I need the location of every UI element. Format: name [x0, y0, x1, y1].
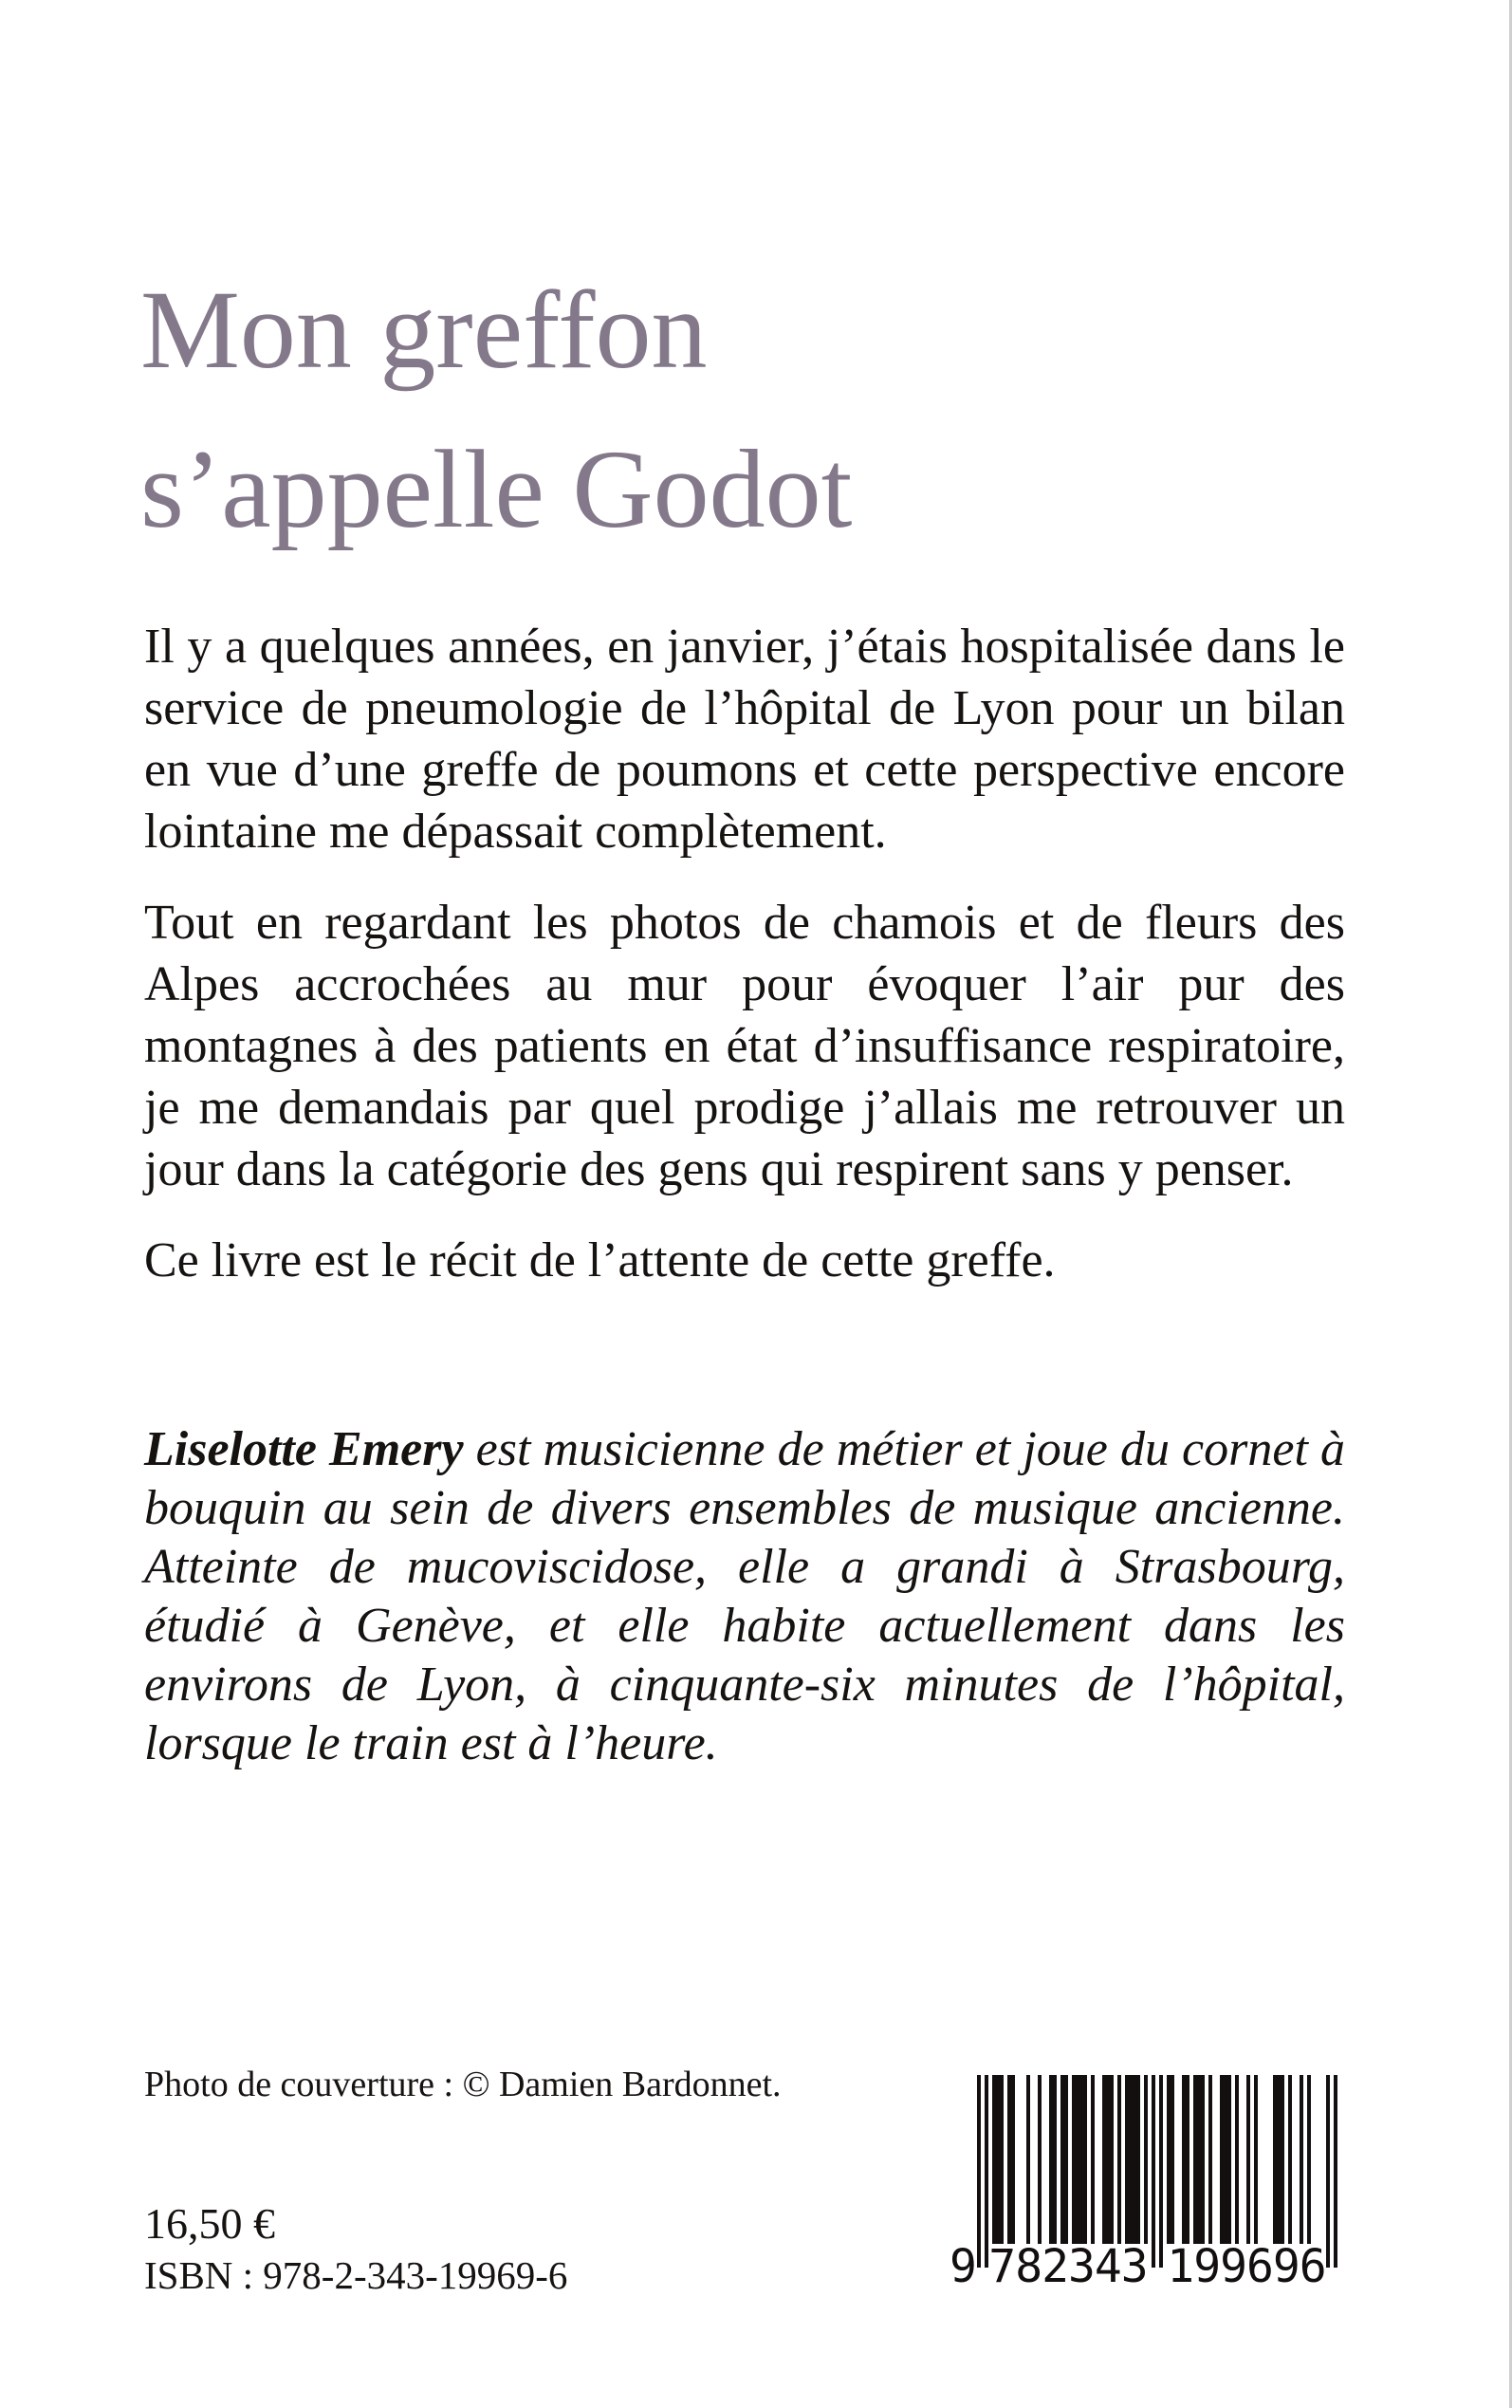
barcode-bars: [977, 2075, 1337, 2268]
price-isbn-block: [144, 2196, 567, 2299]
barcode-digits-right: 199696: [1167, 2240, 1326, 2293]
author-bio: [144, 1420, 1345, 1773]
synopsis-paragraph-2: Tout en regardant les photos de chamois et de fleurs des Alpes accrochées au mur pour évoquer l’air pur des montagnes à des patients en état d’insuffisance respiratoire, je me demandais par quel prodige j’allais me retrouver un jour dans la catégorie des gens qui respirent sans y penser.: [144, 896, 1345, 1196]
photo-credit: Photo de couverture : © Damien Bardonnet.: [144, 2065, 782, 2104]
book-title-line-2: s’appelle Godot: [140, 427, 853, 552]
barcode-digits-left: 782343: [988, 2240, 1148, 2293]
isbn: ISBN : 978-2-343-19969-6: [144, 2253, 568, 2297]
barcode-digit-first: 9: [950, 2240, 976, 2293]
synopsis-block: [144, 616, 1345, 1291]
price: 16,50 €: [144, 2199, 275, 2248]
synopsis-paragraph-1: Il y a quelques années, en janvier, j’étais hospitalisée dans le service de pneumologie de l’hôpital de Lyon pour un bilan en vue d’une greffe de poumons et cette perspective encore lointaine me dépassait complètement.: [144, 620, 1345, 859]
ean13-barcode: [949, 2075, 1347, 2298]
book-title-line-1: Mon greffon: [140, 268, 708, 393]
author-bio-text: est musicienne de métier et joue du cornet à bouquin au sein de divers ensembles de musique ancienne. Atteinte de mucoviscidose, elle a grandi à Strasbourg, étudié à Genève, et elle habite actuellement dans les environs de Lyon, à cinquante-six minutes de l’hôpital, lorsque le train est à l’heure.: [144, 1422, 1345, 1770]
book-title: [140, 250, 852, 569]
synopsis-paragraph-3: Ce livre est le récit de l’attente de cette greffe.: [144, 1233, 1056, 1287]
author-name: Liselotte Emery: [144, 1422, 464, 1476]
